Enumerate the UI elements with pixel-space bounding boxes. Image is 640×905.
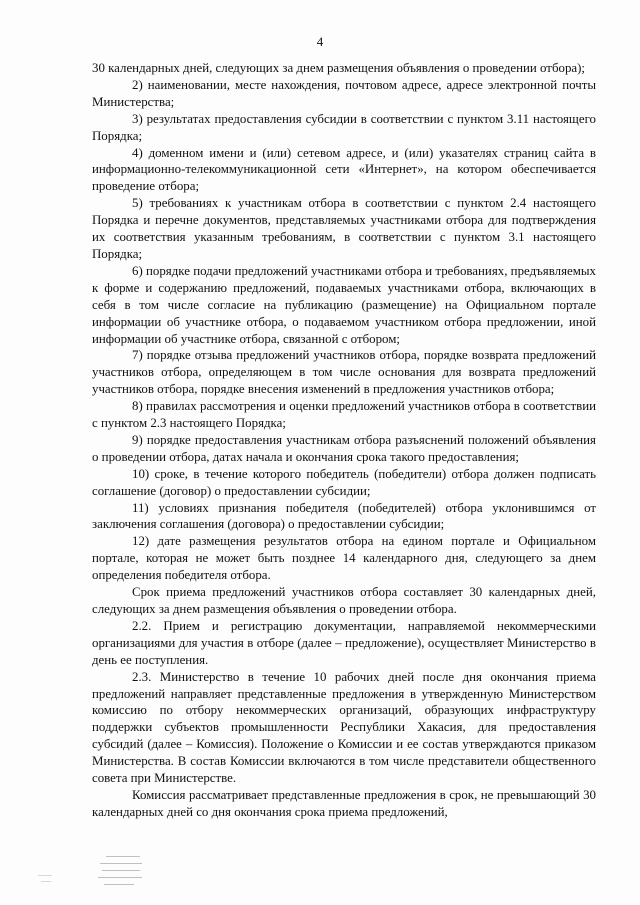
- paragraph: 2.2. Прием и регистрацию документации, направляемой некоммерческими организациями для участия в отборе (далее – предложение), осуществляет Министерство в день ее поступления.: [92, 618, 596, 667]
- document-body: [92, 60, 596, 821]
- paragraph: 3) результатах предоставления субсидии в соответствии с пунктом 3.11 настоящего Порядка;: [92, 111, 596, 143]
- paragraph: 12) дате размещения результатов отбора на едином портале и Официальном портале, которая не может быть позднее 14 календарного дня, следующего за днем определения победителя отбора.: [92, 534, 596, 583]
- paragraph: 2.3. Министерство в течение 10 рабочих дней после дня окончания приема предложений направляет представленные предложения в утвержденную Министерством комиссию по отбору некоммерческих организаций, образующих инфраструктуру поддержки субъектов промышленности Республики Хакасия, для предоставления субсидий (далее – Комиссия). Положение о Комиссии и ее состав утверждаются приказом Министерства. В состав Комиссии включаются в том числе представители общественного совета при Министерстве.: [92, 669, 596, 786]
- paragraph: Срок приема предложений участников отбора составляет 30 календарных дней, следующих за днем размещения объявления о проведении отбора.: [92, 585, 596, 616]
- paragraph: 6) порядке подачи предложений участниками отбора и требованиях, предъявляемых к форме и содержанию предложений, подаваемых участниками отбора, включающих в себя в том числе согласие на публикацию (размещение) на Официальном портале информации об участнике отбора, о подаваемом участником отбора предложении, иной информации об участнике отбора, связанной с отбором;: [92, 263, 596, 346]
- paragraph: 4) доменном имени и (или) сетевом адресе, и (или) указателях страниц сайта в информационно-телекоммуникационной сети «Интернет», на котором обеспечивается проведение отбора;: [92, 145, 596, 194]
- paragraph: 5) требованиях к участникам отбора в соответствии с пунктом 2.4 настоящего Порядка и перечне документов, представляемых участниками отбора для подтверждения их соответствия указанным требованиям, в соответствии с пунктом 3.1 настоящего Порядка;: [92, 196, 596, 261]
- paragraph: 8) правилах рассмотрения и оценки предложений участников отбора в соответствии с пунктом 2.3 настоящего Порядка;: [92, 399, 596, 431]
- paragraph: 11) условиях признания победителя (победителей) отбора уклонившимся от заключения соглашения (договора) о предоставлении субсидии;: [92, 500, 596, 532]
- paragraph: Комиссия рассматривает представленные предложения в срок, не превышающий 30 календарных дней со дня окончания срока приема предложений,: [92, 787, 596, 819]
- faint-stamp-mark: [96, 852, 146, 888]
- paragraph: 7) порядке отзыва предложений участников отбора, порядке возврата предложений участников отбора, определяющем в том числе основания для возврата предложений участников отбора, порядке внесения изменений в предложения участников отбора;: [92, 348, 596, 397]
- paragraph: 30 календарных дней, следующих за днем размещения объявления о проведении отбора);: [92, 61, 585, 75]
- paragraph: 10) сроке, в течение которого победитель (победители) отбора должен подписать соглашение (договор) о предоставлении субсидии;: [92, 466, 596, 498]
- paragraph: 9) порядке предоставления участникам отбора разъяснений положений объявления о проведении отбора, датах начала и окончания срока такого предоставления;: [92, 432, 596, 464]
- faint-scan-mark: [38, 872, 54, 886]
- paragraph: 2) наименовании, месте нахождения, почтовом адресе, адресе электронной почты Министерства;: [92, 77, 596, 109]
- page-number: 4: [316, 34, 324, 49]
